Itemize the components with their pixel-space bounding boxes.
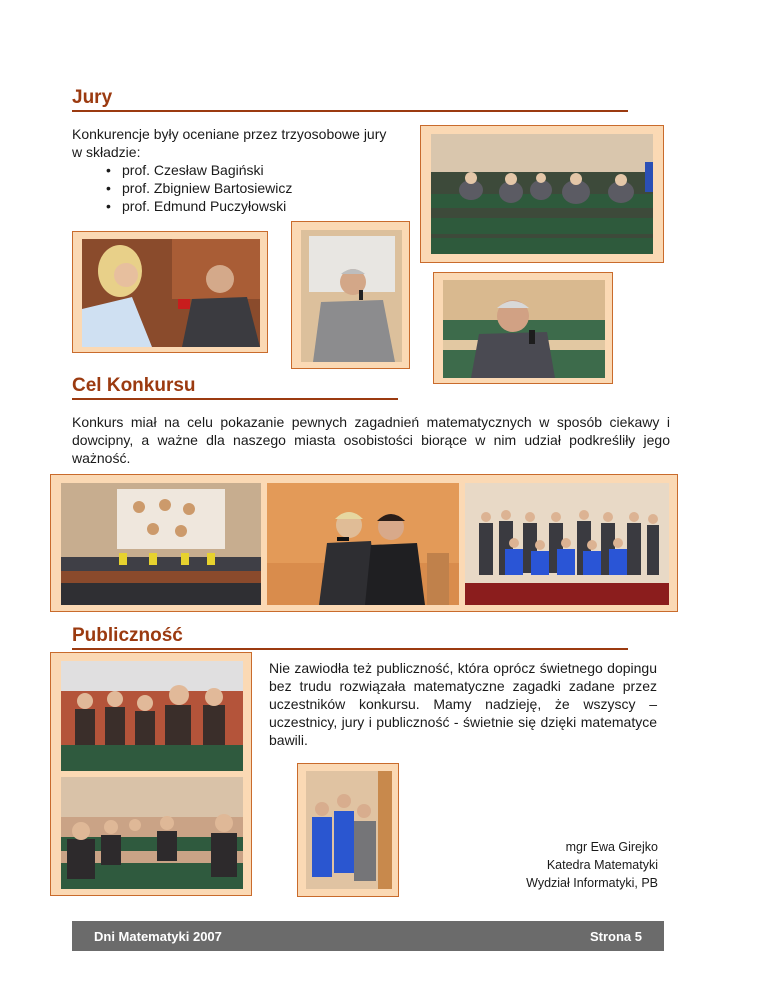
jury-heading: Jury bbox=[72, 87, 628, 112]
jury-intro-line1: Konkurencje były oceniane przez trzyosobowe jury bbox=[72, 126, 387, 142]
speaker-photo bbox=[301, 230, 402, 362]
audience-photo-top bbox=[61, 661, 243, 771]
cel-photo-frame bbox=[50, 474, 678, 612]
jury-member: • prof. Edmund Puczyłowski bbox=[106, 197, 417, 215]
signature-block bbox=[430, 838, 658, 892]
audience-photo-frame bbox=[50, 652, 252, 896]
page-footer bbox=[72, 921, 664, 951]
jury-members-list bbox=[72, 161, 417, 215]
cel-text: Konkurs miał na celu pokazanie pewnych zagadnień matematycznych w sposób ciekawy i dowcipny, a ważne dla naszego miasta osobistości biorące w nim udział podkreśliły jego ważność. bbox=[72, 414, 670, 466]
publicznosc-text: Nie zawiodła też publiczność, która oprócz świetnego dopingu bez trudu rozwiązała matematyczne zagadki zadane przez uczestników konkursu. Mamy nadzieję, że wszyscy – uczestnicy, jury i publiczność - świetnie się dzięki matematyce bawili. bbox=[269, 660, 657, 748]
interview-photo-frame bbox=[72, 231, 268, 353]
jury-photo-frame bbox=[420, 125, 664, 263]
participants-photo bbox=[306, 771, 392, 889]
signature-faculty: Wydział Informatyki, PB bbox=[526, 876, 658, 890]
speaker-photo-frame bbox=[291, 221, 410, 369]
audience-photo-bottom bbox=[61, 777, 243, 889]
publicznosc-heading: Publiczność bbox=[72, 625, 628, 650]
jury-member: • prof. Czesław Bagiński bbox=[106, 161, 417, 179]
presenters-photo bbox=[267, 483, 459, 605]
footer-title: Dni Matematyki 2007 bbox=[94, 929, 222, 944]
group-photo bbox=[465, 483, 669, 605]
jury-intro-line2: w składzie: bbox=[72, 144, 141, 160]
jury-audience-photo bbox=[431, 134, 653, 254]
jury-intro bbox=[72, 125, 417, 215]
jury-mic-photo bbox=[443, 280, 605, 378]
signature-author: mgr Ewa Girejko bbox=[565, 840, 658, 854]
cel-heading: Cel Konkursu bbox=[72, 375, 398, 400]
jury-mic-photo-frame bbox=[433, 272, 613, 384]
participants-photo-frame bbox=[297, 763, 399, 897]
footer-page-number: Strona 5 bbox=[589, 929, 642, 944]
jury-member: • prof. Zbigniew Bartosiewicz bbox=[106, 179, 417, 197]
stage-presentation-photo bbox=[61, 483, 261, 605]
interview-photo bbox=[82, 239, 260, 347]
signature-department: Katedra Matematyki bbox=[546, 858, 658, 872]
